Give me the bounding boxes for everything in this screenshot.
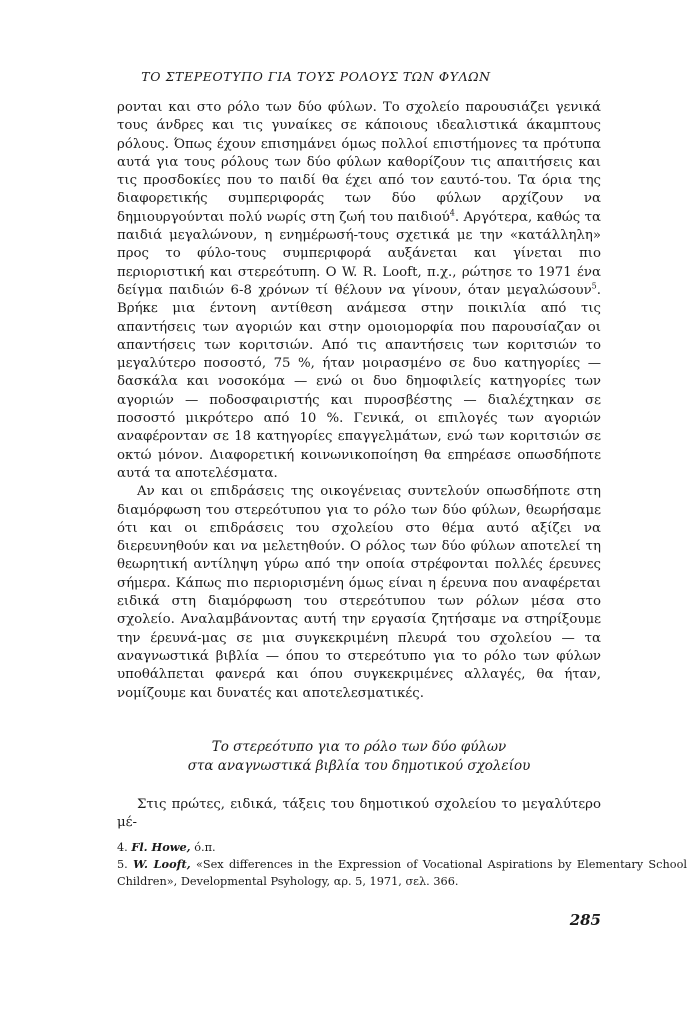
paragraph xyxy=(117,99,601,483)
section-first-line: Στις πρώτες, ειδικά, τάξεις του δημοτικού σχολείου το μεγαλύτερο μέ- xyxy=(117,797,601,830)
footnote-author: W. Looft, xyxy=(133,857,191,871)
running-head: ΤΟ ΣΤΕΡΕΟΤΥΠΟ ΓΙΑ ΤΟΥΣ ΡΟΛΟΥΣ ΤΩΝ ΦΥΛΩΝ xyxy=(141,69,491,84)
paragraph-text: . Αργότερα, καθώς τα παιδιά μεγαλώνουν, η ενημέρωσή-τους σχετικά με την «κατάλληλη» προς το φύλο-τους συμπεριφορά αυξάνεται και γίνεται πιο περιοριστική και στερεότυπη. Ο W. R. Looft, π.χ., ρώτησε το 1971 ένα δείγμα παιδιών 6-8 χρόνων τί θέλουν να γίνουν, όταν μεγαλώσουν xyxy=(117,209,601,298)
footnote-ref: 4 xyxy=(449,208,455,218)
paragraph: Αν και οι επιδράσεις της οικογένειας συντελούν οπωσδήποτε στη διαμόρφωση του στερεότυπου για το ρόλο των δύο φύλων, θεωρήσαμε ότι και οι επιδράσεις του σχολείου στο θέμα αυτό αξίζει να διερευνηθούν και να μελετηθούν. Ο ρόλος των δύο φύλων αποτελεί τη θεωρητική αντίληψη γύρω από την οποία στρέφονται πολλές έρευνες σήμερα. Κάπως πιο περιορισμένη όμως είναι η έρευνα που αναφέρεται ειδικά στη διαμόρφωση του στερεότυπου των ρόλων μέσα στο σχολείο. Αναλαμβάνοντας αυτή την εργασία ζητήσαμε να στηρίξουμε την έρευνά-μας σε μια συγκεκριμένη πλευρά του σχολείου — τα αναγνωστικά βιβλία — όπου το στερεότυπο για το ρόλο των φύλων υποθάλπεται φανερά και όπου συγκεκριμένες αλλαγές, θα ήταν, νομίζουμε και δυνατές και αποτελεσματικές. xyxy=(117,484,601,701)
paragraph-text: . Βρήκε μια έντονη αντίθεση ανάμεσα στην ποικιλία από τις απαντήσεις των αγοριών και στην ομοιομορφία που παρουσίαζαν οι απαντήσεις των κοριτσιών. Από τις απαντήσεις των κοριτσιών το μεγαλύτερο ποσοστό, 75 %, ήταν μοιρασμένο σε δυο κατηγορίες — δασκάλα και νοσοκόμα — ενώ οι δυο δημοφιλείς κατηγορίες των αγοριών — ποδοσφαιριστής και πυροσβέστης — διαλέχτηκαν σε ποσοστό μικρότερο από 10 %. Γενικά, οι επιλογές των αγοριών αναφέρονταν σε 18 κατηγορίες επαγγελμάτων, ενώ των κοριτσιών σε οκτώ μόνον. Διαφορετική κοινωνικοποίηση θα επηρέασε οπωσδήποτε αυτά τα αποτελέσματα. xyxy=(117,282,601,481)
section-heading-line: στα αναγνωστικά βιβλία του δημοτικού σχολείου xyxy=(187,758,531,774)
footnote-number: 5. xyxy=(117,858,128,871)
footnote xyxy=(29,856,687,890)
footnote-author: Fl. Howe, xyxy=(131,840,191,854)
section-heading-line: Το στερεότυπο για το ρόλο των δύο φύλων xyxy=(211,739,507,755)
footnotes xyxy=(117,839,687,890)
footnote-text: «Sex differences in the Expression of Vocational Aspirations by Elementary School Children», Developmental Psyhology, αρ. 5, 1971, σελ. 366. xyxy=(117,858,687,888)
footnote-number: 4. xyxy=(117,841,128,854)
page-number: 285 xyxy=(569,911,601,929)
paragraph-text: ρονται και στο ρόλο των δύο φύλων. Το σχολείο παρουσιάζει γενικά τους άνδρες και τις γυναίκες σε κάποιους ιδεαλιστικά άκαμπτους ρόλους. Όπως έχουν επισημάνει όμως πολλοί επιστήμονες τα πρότυπα αυτά για τους ρόλους των δύο φύλων καθορίζουν τις απαιτήσεις και τις προσδοκίες που το παιδί θα έχει από τον εαυτό-του. Τα όρια της διαφορετικής συμπεριφοράς των δύο φύλων αρχίζουν να δημιουργούνται πολύ νωρίς στη ζωή του παιδιού xyxy=(117,100,601,225)
footnote-text: ό.π. xyxy=(194,841,216,854)
footnote-ref: 5 xyxy=(591,281,597,291)
footnote xyxy=(117,839,601,856)
body-text xyxy=(117,99,601,703)
section-heading xyxy=(117,738,601,776)
